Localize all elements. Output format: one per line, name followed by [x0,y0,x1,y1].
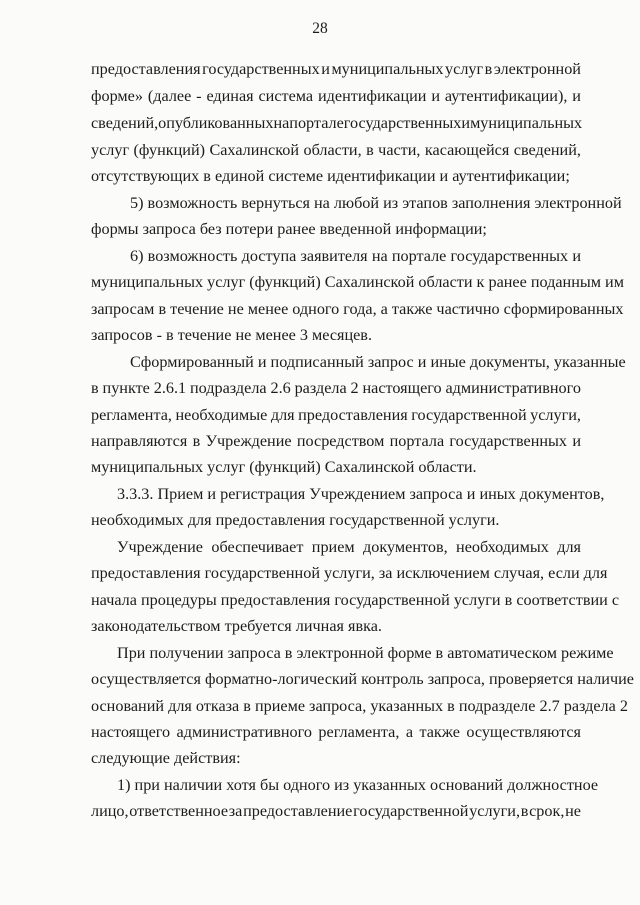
text-line [91,722,581,742]
word: в [91,379,99,397]
text-line [91,140,581,160]
word: услуг [445,60,484,78]
text-line: отсутствующих в единой системе идентификации и аутентификации; [91,167,570,185]
word: в [192,432,201,450]
text-line: начала процедуры предоставления государственной услуги в соответствии с [91,591,620,609]
word: касающейся [424,141,510,159]
word: Сахалинской [209,141,300,159]
text-line: муниципальных услуг (функций) Сахалинской области. [91,458,477,476]
word: для [557,538,581,556]
text-line [91,86,581,106]
word: услуг [91,141,130,159]
word: регламента, [318,723,400,741]
word: 2 [350,379,359,397]
word: подраздела [190,379,267,397]
word: на [371,247,388,265]
word: и [572,87,581,105]
text-line [91,113,581,133]
word: 6) [130,247,144,265]
word: муниципальных [470,114,583,132]
text-line: законодательством требуется личная явка. [91,617,382,635]
word: лицо, [91,802,129,820]
word: государственной [411,406,527,424]
word: - [196,87,202,105]
word: срок, [529,802,565,820]
text-line: муниципальных услуг (функций) Сахалинской области к ранее поданным им [91,273,624,291]
word: государственных [450,247,569,265]
word: (функций) [133,141,206,159]
page-number: 28 [312,20,328,37]
text-line: 1) при наличии хотя бы одного из указанных оснований должностное [117,776,599,794]
word: необходимые [175,406,268,424]
word: в [484,60,493,78]
word: государственной [353,802,469,820]
word: (далее [147,87,192,105]
text-line: формы запроса без потери ранее введенной информации; [91,220,487,238]
text-line: необходимых для предоставления государственной услуги. [91,511,500,529]
word: в [520,802,529,820]
word: посредством [296,432,385,450]
word: а [405,723,413,741]
word: аутентификации), [444,87,568,105]
text-line: При получении запроса в электронной форме в автоматическом режиме [117,644,614,662]
word: услуги, [530,406,581,424]
text-line [91,405,581,425]
word: предоставления [91,60,201,78]
word: и [572,247,581,265]
word: в [366,141,374,159]
text-line [91,801,581,821]
word: ответственное [129,802,229,820]
text-line: следующие действия: [91,749,241,767]
word: обеспечивает [211,538,304,556]
word: также [419,723,460,741]
word: настоящего [362,379,442,397]
word: и [321,60,330,78]
word: для [270,406,295,424]
word: доступа [241,247,297,265]
word: сведений, [91,114,159,132]
text-line: предоставления государственной услуги, за исключением случая, если для [91,564,608,582]
text-line: запросам в течение не менее одного года, а также частично сформированных [91,300,624,318]
word: портала [389,432,445,450]
word: необходимых [456,538,549,556]
word: опубликованных [158,114,274,132]
word: регламента, [91,406,172,424]
word: направляются [91,432,188,450]
word: возможность [147,247,238,265]
word: система [258,87,314,105]
word: административного [176,723,312,741]
word: муниципальных [331,60,444,78]
text-line: Сформированный и подписанный запрос и иные документы, указанные [130,353,626,371]
word: предоставление [243,802,353,820]
word: 2.6.1 [153,379,187,397]
word: части, [378,141,421,159]
text-line [117,537,581,557]
word: раздела [294,379,347,397]
word: услуги, [469,802,520,820]
word: государственных [449,432,568,450]
text-line: оснований для отказа в приеме запроса, указанных в подразделе 2.7 раздела 2 [91,697,628,715]
word: государственных [202,60,320,78]
word: документов, [363,538,448,556]
word: и [431,87,440,105]
word: и [572,432,581,450]
word: заявителя [300,247,368,265]
word: Учреждение [205,432,292,450]
word: портале [391,247,447,265]
word: за [228,802,243,820]
word: портале [289,114,344,132]
word: и [461,114,471,132]
text-line [91,378,581,398]
text-line: 5) возможность вернуться на любой из этапов заполнения электронной [130,194,622,212]
text-line [130,246,581,266]
word: осуществляются [466,723,581,741]
word: сведений, [513,141,581,159]
word: государственных [343,114,462,132]
word: предоставления [298,406,408,424]
text-line [91,431,581,451]
word: области, [303,141,362,159]
word: электронной [493,60,581,78]
word: административного [445,379,581,397]
text-line: запросов - в течение не менее 3 месяцев. [91,326,372,344]
word: на [273,114,290,132]
word: пункте [102,379,150,397]
word: прием [311,538,355,556]
word: форме» [91,87,143,105]
text-line [91,59,581,79]
word: не [565,802,581,820]
text-line: осуществляется форматно-логический контроль запроса, проверяется наличие [91,670,634,688]
word: Учреждение [117,538,203,556]
word: идентификации [318,87,427,105]
word: единая [206,87,254,105]
text-line: 3.3.3. Прием и регистрация Учреждением запроса и иных документов, [117,485,605,503]
word: 2.6 [270,379,291,397]
word: настоящего [91,723,171,741]
